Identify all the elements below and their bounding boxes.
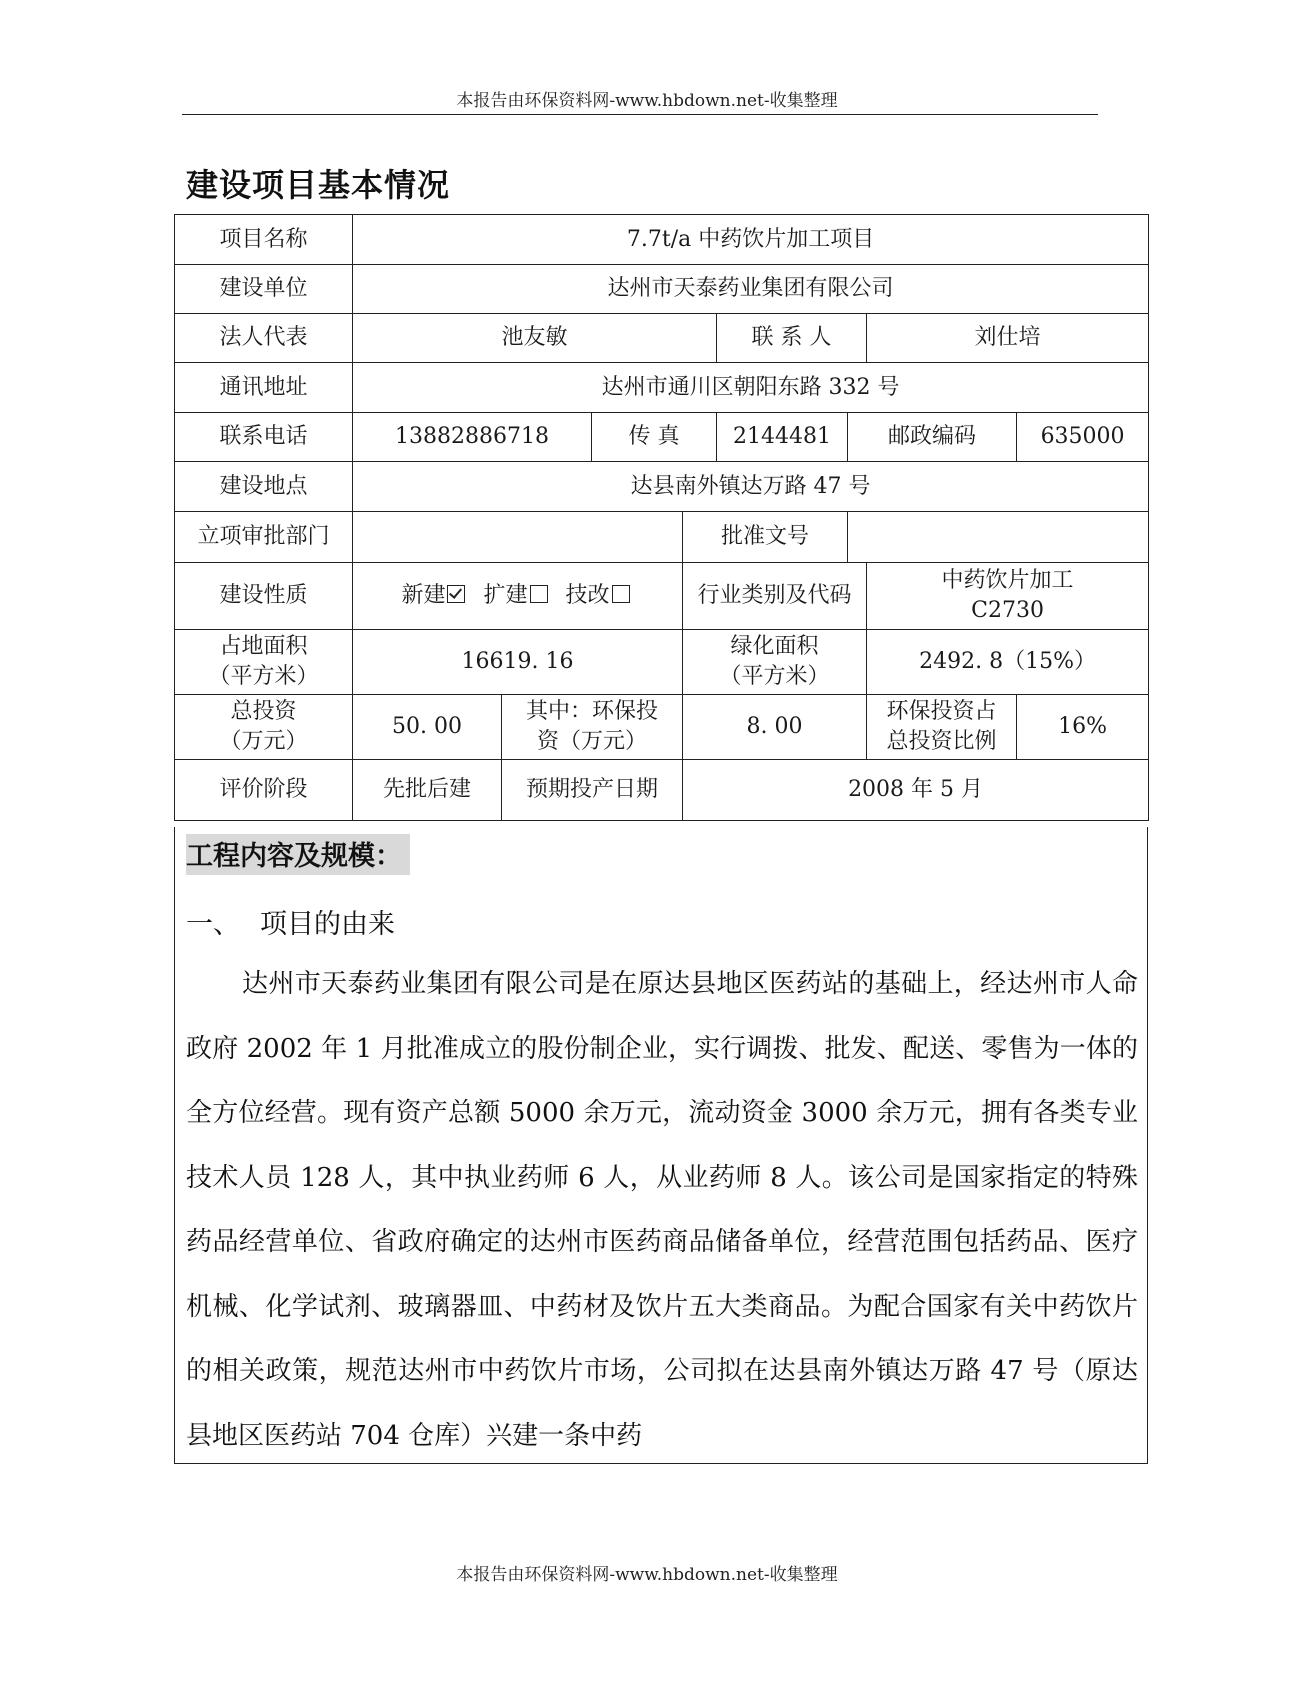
env-invest-label-line2: 资（万元） [536,729,647,754]
table-row [175,630,1149,695]
nature-renovate-label: 技改 [565,583,610,608]
invest-label [175,695,353,760]
table-row [175,314,1149,363]
nature-expand-checkbox [530,585,548,603]
nature-renovate-checkbox [612,585,630,603]
approval-dept-label: 立项审批部门 [175,512,353,563]
env-invest-value: 8. 00 [683,695,867,760]
table-row [175,512,1149,563]
area-label [175,630,353,695]
env-ratio-label-line2: 总投资比例 [886,729,997,754]
green-value: 2492. 8（15%） [867,630,1149,695]
fax-label: 传 真 [592,413,717,462]
fax-value: 2144481 [717,413,848,462]
page-header: 本报告由环保资料网-www.hbdown.net-收集整理 [456,91,838,111]
green-label-line2: （平方米） [719,664,830,689]
builder-label: 建设单位 [175,265,353,314]
area-value: 16619. 16 [353,630,683,695]
prod-date-value: 2008 年 5 月 [683,760,1149,821]
approval-dept-value [353,512,683,563]
green-label [683,630,867,695]
phone-value: 13882886718 [353,413,592,462]
body-paragraph: 达州市天泰药业集团有限公司是在原达县地区医药站的基础上，经达州市人命政府 2002 年 1 月批准成立的股份制企业，实行调拨、批发、配送、零售为一体的全方位经营。现有资产总额 5000 余万元，流动资金 3000 余万元，拥有各类专业技术人员 128 人，其中执业药师 6 人，从业药师 8 人。该公司是国家指定的特殊药品经营单位、省政府确定的达州市医药商品储备单位，经营范围包括药品、医疗机械、化学试剂、玻璃器皿、中药材及饮片五大类商品。为配合国家有关中药饮片的相关政策，规范达州市中药饮片市场，公司拟在达县南外镇达万路 47 号（原达县地区医药站 704 仓库）兴建一条中药 [186,969,1138,1451]
nature-label: 建设性质 [175,563,353,630]
eval-stage-value: 先批后建 [353,760,502,821]
contact-value: 刘仕培 [867,314,1149,363]
phone-label: 联系电话 [175,413,353,462]
env-invest-label [502,695,683,760]
area-label-line2: （平方米） [208,664,319,689]
site-value: 达县南外镇达万路 47 号 [353,462,1149,512]
env-invest-label-line1: 其中：环保投 [525,699,658,724]
page-footer: 本报告由环保资料网-www.hbdown.net-收集整理 [456,1565,838,1585]
nature-expand-label: 扩建 [483,583,528,608]
env-ratio-label-line1: 环保投资占 [886,699,997,724]
table-row [175,413,1149,462]
builder-value: 达州市天泰药业集团有限公司 [353,265,1149,314]
table-row [175,695,1149,760]
industry-label: 行业类别及代码 [683,563,867,630]
nature-options [353,563,683,630]
sub-section-heading [186,902,395,941]
env-ratio-value: 16% [1017,695,1149,760]
nature-new-label: 新建 [401,583,446,608]
table-row [175,462,1149,512]
industry-name: 中药饮片加工 [941,568,1074,593]
eval-stage-label: 评价阶段 [175,760,353,821]
area-label-line1: 占地面积 [219,634,308,659]
contact-label: 联 系 人 [717,314,867,363]
table-row [175,563,1149,630]
approval-no-label: 批准文号 [683,512,848,563]
sub-section-number: 一、 [186,909,240,940]
sub-section-title: 项目的由来 [260,909,395,940]
env-ratio-label [867,695,1017,760]
postcode-label: 邮政编码 [848,413,1017,462]
legal-rep-label: 法人代表 [175,314,353,363]
invest-value: 50. 00 [353,695,502,760]
approval-no-value [848,512,1149,563]
address-value: 达州市通川区朝阳东路 332 号 [353,363,1149,413]
legal-rep-value: 池友敏 [353,314,717,363]
nature-new-checkbox [447,585,465,603]
header-rule [182,114,1098,115]
site-label: 建设地点 [175,462,353,512]
address-label: 通讯地址 [175,363,353,413]
table-row [175,265,1149,314]
postcode-value: 635000 [1017,413,1149,462]
prod-date-label: 预期投产日期 [502,760,683,821]
table-row [175,363,1149,413]
project-name-label: 项目名称 [175,215,353,265]
table-row [175,215,1149,265]
invest-label-line2: （万元） [219,729,308,754]
industry-code: C2730 [971,598,1044,623]
page-title: 建设项目基本情况 [186,166,451,204]
green-label-line1: 绿化面积 [730,634,819,659]
section-title: 工程内容及规模： [186,834,410,875]
project-name-value: 7.7t/a 中药饮片加工项目 [353,215,1149,265]
invest-label-line1: 总投资 [230,699,297,724]
project-info-table [174,214,1149,821]
table-row [175,760,1149,821]
industry-value [867,563,1149,630]
